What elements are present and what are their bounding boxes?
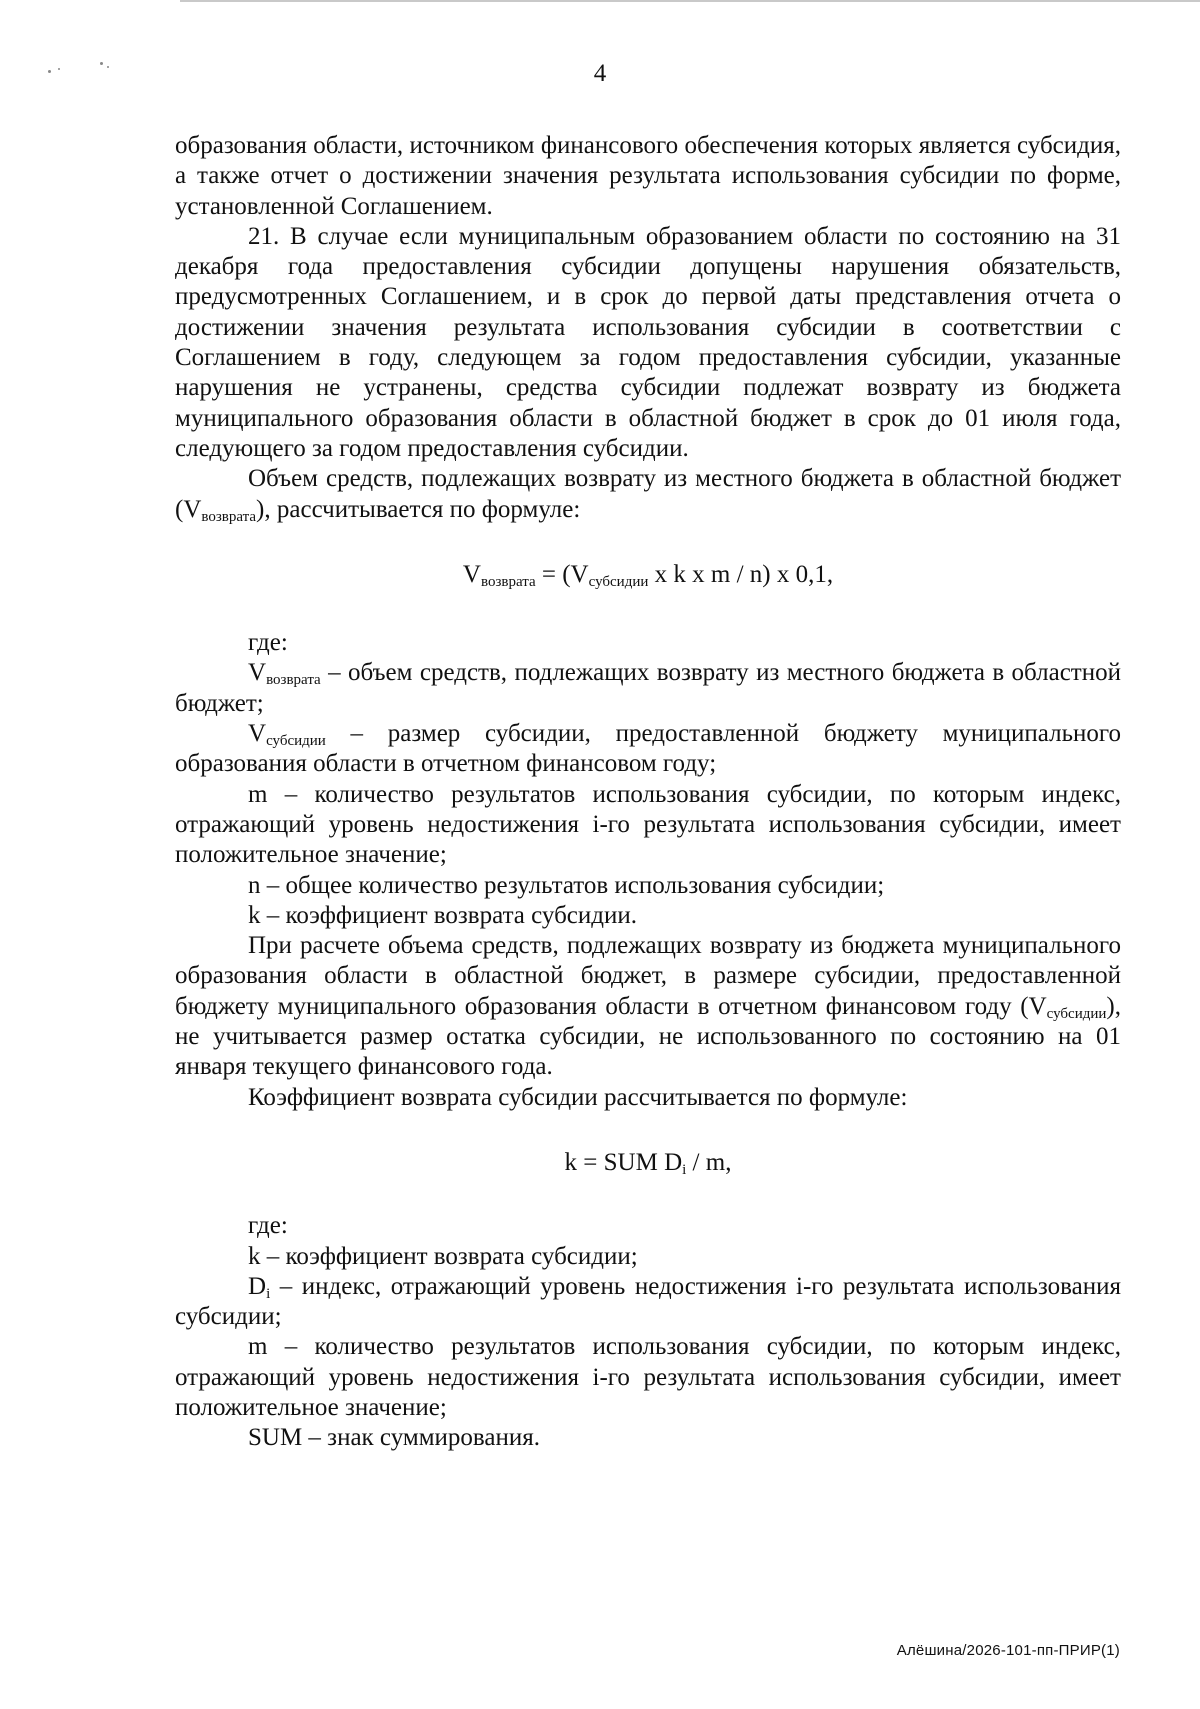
scan-top-edge: [180, 0, 1200, 5]
definition-m: m – количество результатов использования субсидии, по которым индекс, отражающий уровень недостижения i-го результата использования субсидии, имеет положительное значение;: [175, 780, 1121, 869]
paragraph-intro: образования области, источником финансового обеспечения которых является субсидия, а также отчет о достижении значения результата использования субсидии по форме, установленной Соглашением.: [175, 132, 1121, 220]
document-footer-code: Алёшина/2026-101-пп-ПРИР(1): [896, 1642, 1120, 1659]
definition-k-2: k – коэффициент возврата субсидии;: [248, 1242, 638, 1270]
definition-v-subsidy: $V_{субсидии}$ – размер субсидии, предоставленной бюджету муниципального образования области в отчетном финансовом году;: [175, 720, 1121, 778]
where-label: где:: [248, 629, 288, 657]
definition-m-2: m – количество результатов использования субсидии, по которым индекс, отражающий уровень недостижения i-го результата использования субсидии, имеет положительное значение;: [175, 1333, 1121, 1421]
definition-sum: SUM – знак суммирования.: [248, 1424, 540, 1452]
definition-n: n – общее количество результатов использования субсидии;: [248, 871, 885, 899]
paragraph-calc-note: При расчете объема средств, подлежащих возврату из бюджета муниципального образования области в областной бюджет, в размере субсидии, предоставленной бюджету муниципального образования области в отчетном финансовом году $(V_{субсидии})$, не учитывается размер остатка субсидии, не использованного по состоянию на 01 января текущего финансового года.: [175, 932, 1121, 1081]
paragraph-21: 21. В случае если муниципальным образованием области по состоянию на 31 декабря года предоставления субсидии допущены нарушения обязательств, предусмотренных Соглашением, и в срок до первой даты представления отчета о достижении значения результата использования субсидии в соответствии с Соглашением в году, следующем за годом предоставления субсидии, указанные нарушения не устранены, средства субсидии подлежат возврату из бюджета муниципального образования области в областной бюджет в срок до 01 июля года, следующего за годом предоставления субсидии.: [175, 222, 1121, 462]
paragraph-coef-intro: Коэффициент возврата субсидии рассчитывается по формуле:: [248, 1083, 908, 1111]
document-body: [175, 131, 1121, 1454]
paragraph-volume-intro: Объем средств, подлежащих возврату из местного бюджета в областной бюджет $(V_{возврата})$, рассчитывается по формуле:: [175, 465, 1121, 525]
where-label-2: где:: [248, 1212, 288, 1240]
definition-v-return: $V_{возврата}$ – объем средств, подлежащих возврату из местного бюджета в областной бюджет;: [175, 659, 1121, 717]
formula-return-volume: $V_{возврата} = (V_{субсидии}$ x k x m / n) x 0,1,: [462, 560, 834, 590]
formula-coefficient: k = SUM $D_i$ / m,: [564, 1148, 732, 1178]
page-number: 4: [593, 60, 607, 87]
definition-d: $D_i$ – индекс, отражающий уровень недостижения i-го результата использования субсидии;: [175, 1272, 1121, 1331]
definition-k: k – коэффициент возврата субсидии.: [248, 901, 638, 929]
